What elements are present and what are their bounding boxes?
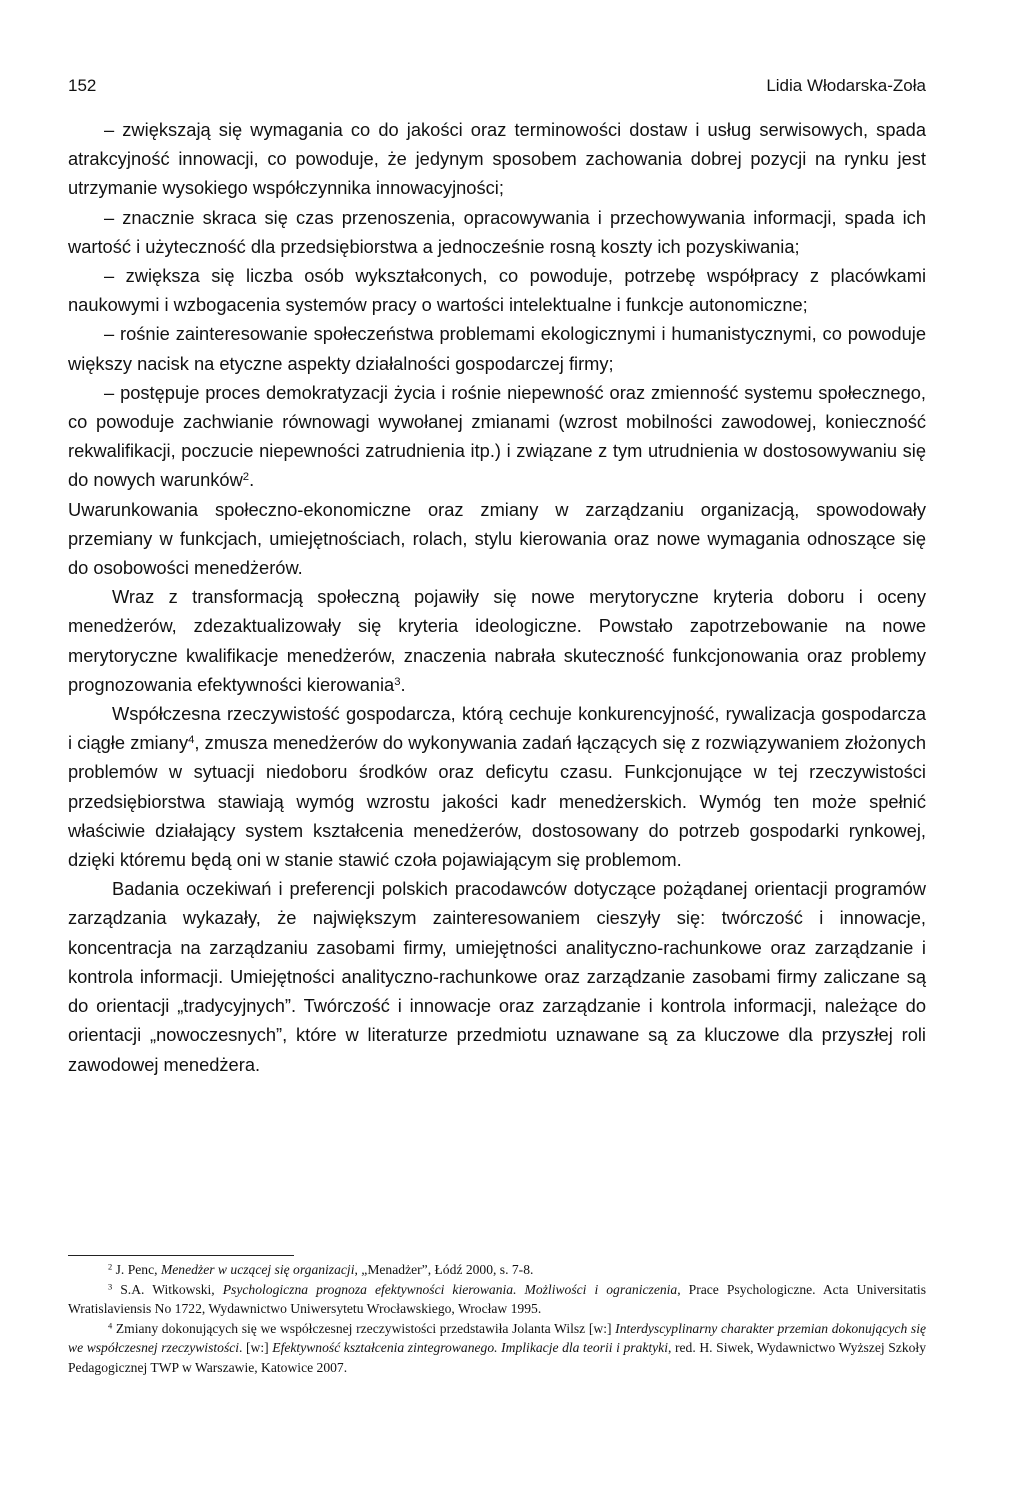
punctuation: . xyxy=(400,673,406,695)
footnote-ref: 2 xyxy=(242,471,250,484)
paragraph: Uwarunkowania społeczno-ekonomiczne oraz zmiany w zarządzaniu organizacją, spowodowały przemiany w funkcjach, umiejętnościach, rolach, stylu kierowania oraz nowe wymagania odnoszące się do osobowości menedżerów. xyxy=(68,498,926,579)
paragraph-text: Współczesna rzeczywistość gospodarcza, którą cechuje konkurencyjność, rywalizacja gospodarcza i ciągłe zmiany xyxy=(68,703,926,754)
footnote-4 xyxy=(68,1319,926,1378)
footnote-title: Interdyscyplinarny charakter przemian dokonujących się we współczesnej rzeczywistości xyxy=(68,1320,926,1356)
footnote-ref: 4 xyxy=(188,734,195,747)
footnote-mark: 4 xyxy=(108,1320,113,1331)
bullet-item: – zwiększają się wymagania co do jakości oraz terminowości dostaw i usług serwisowych, spada atrakcyjność innowacji, co powoduje, że jedynym sposobem zachowania dobrej pozycji na rynku jest utrzymanie wysokiego współczynnika innowacyjności; xyxy=(68,119,926,199)
page-number: 152 xyxy=(68,76,97,95)
running-header xyxy=(68,76,926,100)
bullet-item: – znacznie skraca się czas przenoszenia, opracowywania i przechowywania informacji, spada ich wartość i użyteczność dla przedsiębiorstwa a jednocześnie rosną koszty ich pozyskiwania; xyxy=(68,206,926,257)
footnotes xyxy=(68,1260,926,1378)
bullet-text: – postępuje proces demokratyzacji życia i rośnie niepewność oraz zmienność systemu społecznego, co powoduje zachwianie równowagi wywołanej zmianami (wzrost mobilności zawodowej, konieczność rekwalifikacji, poczucie niepewności zatrudnienia itp.) i związane z tym utrudnienia w dostosowywaniu się do nowych warunków xyxy=(68,381,926,491)
punctuation: . xyxy=(249,469,255,491)
footnote-ref: 3 xyxy=(394,675,401,688)
running-head-author: Lidia Włodarska-Zoła xyxy=(766,76,926,95)
body-text xyxy=(68,115,926,1079)
paragraph: Badania oczekiwań i preferencji polskich pracodawców dotyczące pożądanej orientacji programów zarządzania wykazały, że największym zainteresowaniem cieszyły się: twórczość i innowacje, koncentracja na zarządzaniu zasobami firmy, umiejętności analityczno-rachunkowe oraz zarządzanie i kontrola informacji. Umiejętności analityczno-rachunkowe oraz zarządzanie zasobami firmy zaliczane są do orientacji „tradycyjnych”. Twórczość i innowacje oraz zarządzanie i kontrola informacji, należące do orientacji „nowoczesnych”, które w literaturze przedmiotu uznawane są za kluczowe dla przyszłej roli zawodowej menedżera. xyxy=(68,878,926,1075)
footnote-separator xyxy=(68,1255,294,1256)
footnote-mark: 2 xyxy=(108,1261,113,1272)
bullet-item: – rośnie zainteresowanie społeczeństwa problemami ekologicznymi i humanistycznymi, co powoduje większy nacisk na etyczne aspekty działalności gospodarczej firmy; xyxy=(68,323,926,374)
footnote-text: . [w:] xyxy=(239,1340,273,1356)
footnote-text: Zmiany dokonujących się we współczesnej rzeczywistości przedstawiła Jolanta Wilsz [w:] xyxy=(112,1320,616,1336)
footnote-text: J. Penc, xyxy=(112,1262,161,1277)
paragraph xyxy=(68,699,926,874)
footnote-text: S.A. Witkowski, xyxy=(112,1281,223,1297)
footnote-text: , red. H. Siwek, Wydawnictwo Wyższej Szkoły Pedagogicznej TWP w Warszawie, Katowice 2007. xyxy=(68,1340,926,1375)
paragraph xyxy=(68,582,926,699)
paragraph-text: Wraz z transformacją społeczną pojawiły się nowe merytoryczne kryteria doboru i oceny menedżerów, zdezaktualizowały się kryteria ideologiczne. Powstało zapotrzebowanie na nowe merytoryczne kwalifikacje menedżerów, znaczenia nabrała skuteczność funkcjonowania oraz problemy prognozowania efektywności kierowania xyxy=(68,586,926,695)
bullet-item: – zwiększa się liczba osób wykształconych, co powoduje, potrzebę współpracy z placówkami naukowymi i wzbogacenia systemów pracy o wartości intelektualne i funkcje autonomiczne; xyxy=(68,265,926,316)
footnote-text: , Prace Psychologiczne. Acta Universitatis Wratislaviensis No 1722, Wydawnictwo Uniwersytetu Wrocławskiego, Wrocław 1995. xyxy=(68,1281,927,1317)
bullet-item xyxy=(68,378,926,495)
footnote-2 xyxy=(68,1260,926,1280)
footnote-text: , „Menadżer”, Łódź 2000, s. 7-8. xyxy=(354,1262,534,1277)
footnote-title: Efektywność kształcenia zintegrowanego. Implikacje dla teorii i praktyki xyxy=(272,1340,668,1356)
paragraph-text: , zmusza menedżerów do wykonywania zadań łączących się z rozwiązywaniem złożonych problemów w sytuacji niedoboru środków oraz deficytu czasu. Funkcjonujące w tej rzeczywistości przedsiębiorstwa stawiają wymóg wzrostu jakości kadr menedżerskich. Wymóg ten może spełnić właściwie działający system kształcenia menedżerów, dostosowany do potrzeb gospodarki rynkowej, dzięki któremu będą oni w stanie stawić czoła pojawiającym się problemom. xyxy=(68,732,927,871)
footnote-3 xyxy=(68,1280,926,1319)
footnote-title: Menedżer w uczącej się organizacji xyxy=(160,1262,355,1277)
footnote-mark: 3 xyxy=(108,1280,113,1291)
footnote-title: Psychologiczna prognoza efektywności kierowania. Możliwości i ograniczenia xyxy=(222,1281,678,1297)
